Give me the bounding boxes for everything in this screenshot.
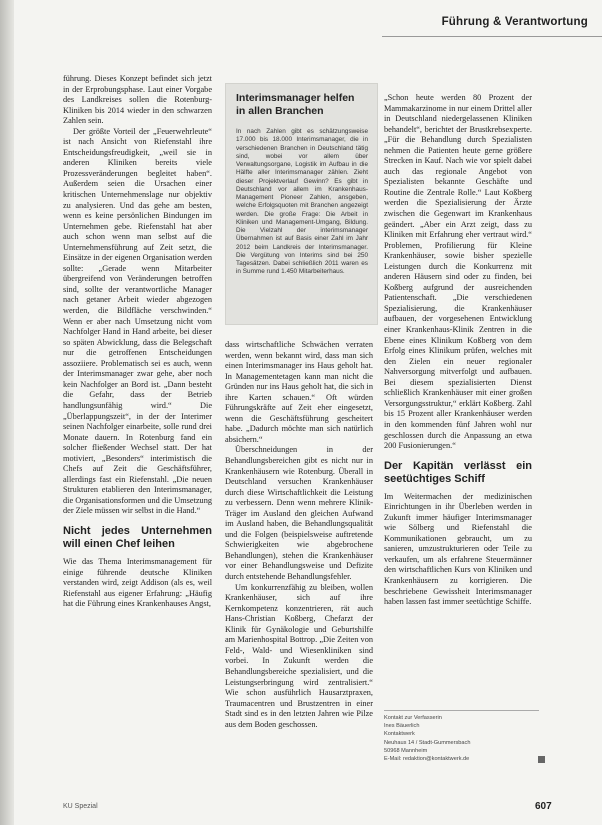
header-rule bbox=[382, 36, 602, 37]
paragraph: führung. Dieses Konzept befindet sich jetzt in der Erprobungsphase. Laut einer Vorgabe des Landkreises sollen die Rotenburg-Kliniken bis 2014 wieder in den schwarzen Zahlen sein. bbox=[63, 74, 212, 126]
contact-email: E-Mail: redaktion@kontaktwerk.de bbox=[384, 756, 470, 763]
paragraph: dass wirtschaftliche Schwächen verraten werden, wenn bekannt wird, dass man sich einen Interimsmanager ins Haus geholt hat. In Managementetagen kann man nicht die Gründen nur ins Haus geholt hat, die sich in ihre Karten schauen.“ Oft würden Führungskräfte auf Zeit eher eingesetzt, wenn die Geschäftsführung gescheitert habe. „Dadurch möchte man sich natürlich absichern.“ bbox=[225, 340, 373, 444]
info-box-title-line: in allen Branchen bbox=[236, 104, 324, 117]
contact-company: Kontaktwerk bbox=[384, 731, 415, 738]
column-1 bbox=[63, 74, 212, 610]
binding-shadow bbox=[0, 0, 14, 825]
column-3 bbox=[384, 93, 532, 608]
contact-heading: Kontakt zur Verfasserin bbox=[384, 715, 442, 721]
section-title: Führung & Verantwortung bbox=[441, 16, 588, 28]
contact-name: Ines Bäuerlich bbox=[384, 723, 420, 730]
column-2 bbox=[225, 340, 373, 730]
info-box bbox=[225, 83, 378, 325]
contact-city: 50968 Mannheim bbox=[384, 747, 428, 754]
paragraph: Um konkurrenzfähig zu bleiben, wollen Krankenhäuser, sich auf ihre Kernkompetenz konzentrieren, rät auch Hans-Christian Koßberg, Chefarzt der Klinik für Gynäkologie und Geburtshilfe am Marienhospital Bottrop. „Die Zeiten von Feld-, Wald- und Wiesenkliniken sind vorbei. In Zukunft werden die Behandlungsbereiche spezialisiert, und die Leistungserbringung wird zentralisiert.“ Wie schon ausführlich Hausarztpraxen, Traumacentren und Brustzentren in einer Stadt sind es in den letzten Jahren wie Pilze aus dem Boden geschossen. bbox=[225, 582, 373, 729]
author-contact bbox=[384, 714, 544, 763]
info-box-body: In nach Zahlen gibt es schätzungsweise 17.000 bis 18.000 Interimsmanager, die in verschiedenen Branchen in Deutschland tätig sind, wobei vor allem über Verwaltungsorgane, Logistik im Aufbau in die Hälfte aller Interimsmanager zählen. Zieht dieser Projektverlauf Gewinn? Es gibt in Deutschland vor allem im Krankenhaus-Management Pioneer Zahlen, ansgeben, welche Erfolgsquoten mit Branchen angezeigt werden. Die große Frage: Die Arbeit in Kliniken und Management-Umgang, Bildung. Die Vielzahl der interimsmanager Übernahmen ist auf Basis einer Zahl im Jahr 2012 beim Landkreis der Interimsmanager. Die Vergütung von Interims sind bei 250 Tagesätzen. Dabei schließlich 2011 waren es in Summe rund 1.450 Mitarbeiterhaus. bbox=[236, 128, 368, 276]
page-number: 607 bbox=[535, 801, 552, 812]
paragraph: „Schon heute werden 80 Prozent der Mammakarzinome in nur einem Drittel aller in Deutschland niedergelassenen Kliniken behandelt“, berichtet der Brustkrebsexperte. „Für die Behandlung durch Spezialisten nehmen die Patienten heute gerne größere Strecken in Kauf. Nach wie vor spielt dabei auch das regionale Angebot von Spezialisten bekannte Geschäfte und Routine die Zentrale Rolle.“ Laut Koßberg werden die Spezialisierung der Ärzte zwischen die Gegenwart im Krankenhaus geändert. „Aber ein Arzt zeigt, dass zu Kliniken mit Erfahrung eher vertraut wird.“ Problemen, Profilierung für Kleine Krankenhäuser, sowie bisher spezielle Leistungen durch die Konkurrenz mit anderen Häusern sind oder zu finden, bei Koßberg aufgrund der ausreichenden Patientenschaft. „Die verschiedenen Spezialisierung, die Krankenhäuser aufbauen, der vorgesehenen Entwicklung einer Krankenhaus-Klinik Zentren in die Ebene eines Klinikum Koßberg von dem Erfolg eines Klinikum prüfen, welches mit den Zielen ein neuer regionaler Nahversorgung mitverfolgt und aufbauen. Bei diesem spezialisierten Dienst schließlich Krankenhäuser mit einer großen Versorgungsstruktur,“ erklärt Koßberg. Zahl bis 15 Prozent aller Krankenhäuser werden in den kommenden fünf Jahren wohl nur geschlossen durch die Anpassung an etwa 200 Fusionierungen.“ bbox=[384, 93, 532, 451]
footer-publication: KU Spezial bbox=[63, 803, 98, 810]
contact-rule bbox=[384, 710, 539, 711]
end-mark-icon bbox=[538, 756, 545, 763]
subheading: Nicht jedes Unternehmen will einen Chef leihen bbox=[63, 524, 212, 550]
info-box-title-line: Interimsmanager helfen bbox=[236, 92, 355, 104]
page-header bbox=[0, 14, 602, 42]
subheading: Der Kapitän verlässt ein seetüchtiges Schiff bbox=[384, 459, 532, 485]
contact-street: Neuhaus 14 / Stadt-Gummersbach bbox=[384, 739, 471, 746]
info-box-title bbox=[236, 92, 354, 117]
paragraph: Der größte Vorteil der „Feuerwehrleute“ ist nach Ansicht von Riefenstahl ihre Entscheidungsfreudigkeit, „weil sie in anderen Kliniken bereits viele Prozessveränderungen begleitet haben“. Außerdem seien die Ursachen einer kritischen Unternehmenslage nur objektiv zu analysieren. Und das gehe am besten, wenn es keine persönlichen Bindungen im Unternehmen gebe. Riefenstahl hat aber auch schon wenn man selbst auf die Unternehmensführung auf Zeit setzt, die Einsätze in der eigenen Organisation werden sollte: „Gerade wenn Mitarbeiter übergreifend von Veränderungen betroffen sind, sollte der verantwortliche Manager nach getaner Arbeit wieder abgezogen werden, die Bildfläche verschwinden.“ Wenn er aber nach Umsetzung nicht vom Nachfolger Hand in Hand arbeite, bei dieser so späten Abwicklung, dass die Belegschaft nur die getroffenen Entscheidungen assoziiere. Problematisch sei es auch, wenn der Interimsmanager zwar gehe, aber noch kein Nachfolger an Bord ist. „Dann besteht die Gefahr, dass der Betrieb handlungsunfähig wird.“ Die „Überlappungszeit“, in der der Interimer seinen Nachfolger einarbeite, solle rund drei Monate dauern. In Rotenburg fand ein solcher fließender Wechsel statt. Der hat motiviert, „Besonders“ interimistisch die Chefs auf Zeit die Geschäftsführer, allerdings fast ein Riefenstahl. „Die neuen Strukturen etablieren den Interimsmanager, die Organisationsformen und die Umsetzung der Ziele müssen wir selbst in die Hand.“ bbox=[63, 126, 212, 516]
paragraph: Wie das Thema Interimsmanagement für einige führende deutsche Kliniken verstanden wird, zeigt Addison (als es, weil Riefenstahl aus eigener Erfahrung: „Häufig hat die Führung eines Krankenhauses Angst, bbox=[63, 556, 212, 609]
paragraph: Im Weitermachen der medizinischen Einrichtungen in ihr Überleben werden in Zukunft immer häufiger Interimsmanager wie Sölberg und Riefenstahl die Kommunikationen gebraucht, um zu sanieren, umzustrukturieren oder Teile zu verkaufen, um als erfahrene Steuermänner den wirtschaftlichen Kurs von Kliniken und Krankenhäusern zu korrigieren. Die beschriebene Gewissheit Interimsmanager haben lassen fast immer seetüchtige Schiffe. bbox=[384, 491, 532, 607]
paragraph: Überschneidungen in der Behandlungsbereichen gibt es nicht nur in Krankenhäusern wie Rotenburg. Überall in Deutschland versuchen Krankenhäuser durch diese Wirtschaftlichkeit die Leistung zu verbessern. Denn wenn mehrere Klinik-Träger im Ausland den gleichen Aufwand im Ausland haben, die Behandlungsqualität und die Folgen (beispielsweise auftretende Schwierigkeiten wie abgebrochene Behandlungen), stehen die Krankenhäuser vor einer Behandlungsweise und Defizite durch entstehende Behandlungsfehler. bbox=[225, 445, 373, 582]
